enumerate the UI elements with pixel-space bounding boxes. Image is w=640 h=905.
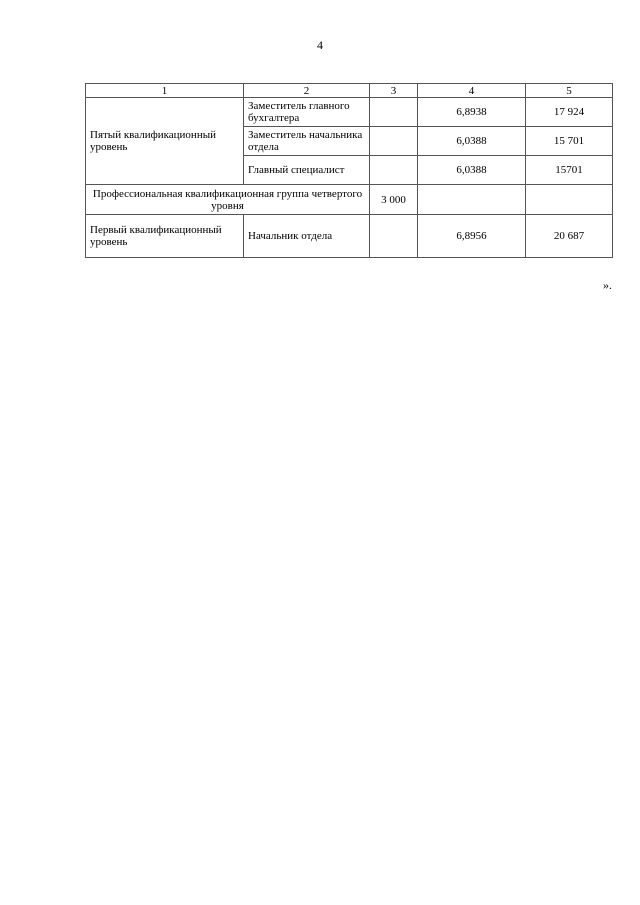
position-cell: Начальник отдела [244,215,370,258]
group-col5-cell [526,185,613,215]
salary-cell: 15701 [526,156,613,185]
base-salary-cell [370,156,418,185]
header-cell-1: 1 [86,84,244,98]
base-salary-cell [370,98,418,127]
coefficient-cell: 6,0388 [418,127,526,156]
salary-cell: 20 687 [526,215,613,258]
table-header-row [86,84,613,98]
page-number: 4 [317,38,323,52]
salary-cell: 15 701 [526,127,613,156]
qualification-level-cell: Пятый квалификационный уровень [86,98,244,185]
base-salary-cell [370,127,418,156]
qualification-level-cell: Первый квалификационный уровень [86,215,244,258]
coefficient-cell: 6,8938 [418,98,526,127]
base-salary-cell [370,215,418,258]
group-title-cell: Профессиональная квалификационная группа четвертого уровня [86,185,370,215]
coefficient-cell: 6,8956 [418,215,526,258]
salary-table [85,83,613,258]
position-cell: Заместитель главного бухгалтера [244,98,370,127]
header-cell-3: 3 [370,84,418,98]
table-row [86,215,613,258]
group-base-salary-cell: 3 000 [370,185,418,215]
group-row [86,185,613,215]
position-cell: Главный специалист [244,156,370,185]
closing-quote-mark: ». [603,278,612,292]
position-cell: Заместитель начальника отдела [244,127,370,156]
coefficient-cell: 6,0388 [418,156,526,185]
header-cell-2: 2 [244,84,370,98]
table-row [86,98,613,127]
header-cell-4: 4 [418,84,526,98]
salary-cell: 17 924 [526,98,613,127]
group-col4-cell [418,185,526,215]
header-cell-5: 5 [526,84,613,98]
